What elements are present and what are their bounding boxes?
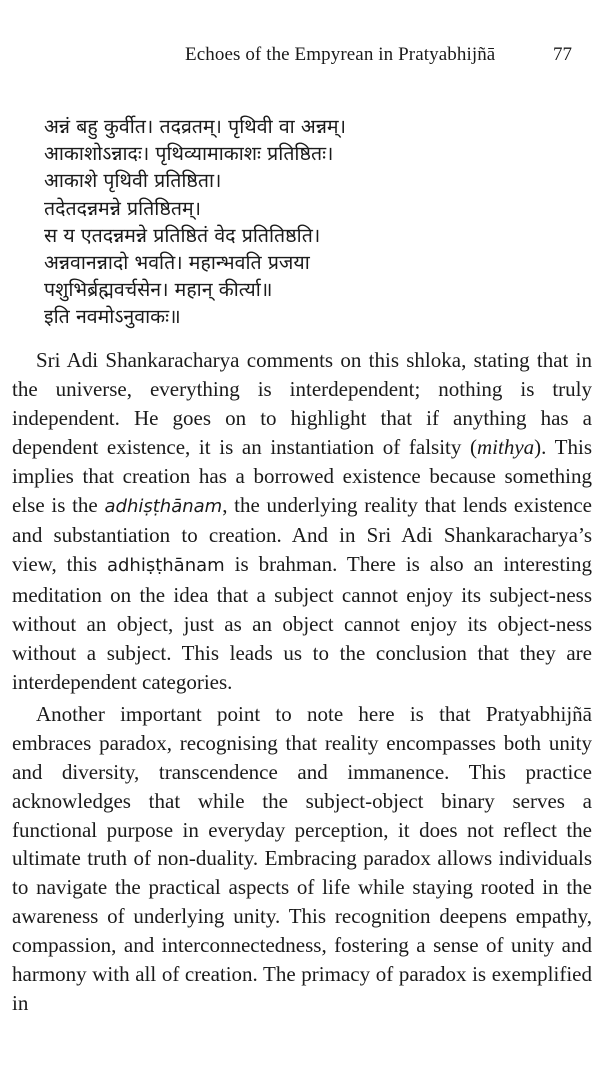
body-text (12, 346, 592, 1018)
paragraph-text: Sri Adi Shankaracharya comments on this shloka, stating that in the universe, everything is interdependent; nothing is truly independent. He goes on to highlight that if anything has a dependent existence, it is an instantiation of falsity ( (12, 348, 592, 459)
page-number: 77 (553, 44, 572, 65)
verse-line: स य एतदन्नमन्ने प्रतिष्ठितं वेद प्रतितिष्ठति। (44, 223, 321, 247)
verse-line: तदेतदन्नमन्ने प्रतिष्ठितम्। (44, 196, 201, 220)
term-adhisthanam: adhiṣṭhānam (104, 495, 223, 517)
paragraph-text: ). This implies that creation has a borrowed existence because something else is the (12, 434, 593, 517)
verse-line: अन्नं बहु कुर्वीत। तदव्रतम्। पृथिवी वा अन्नम्। (44, 115, 346, 138)
paragraph-text: , the underlying reality that lends existence and substantiation to creation. And in Sri Adi Shankaracharya’s view, this (12, 492, 593, 577)
verse-line: आकाशोऽन्नादः। पृथिव्यामाकाशः प्रतिष्ठितः। (44, 142, 334, 166)
verse-line: इति नवमोऽनुवाकः॥ (44, 305, 181, 329)
term-mithya: mithya (477, 434, 535, 459)
running-title: Echoes of the Empyrean in Pratyabhijñā (185, 44, 496, 65)
paragraph-text: is brahman. There is also an interesting meditation on the idea that a subject cannot enjoy its subject-ness without an object, just as an object cannot enjoy its object-ness without a subject. This leads us to the conclusion that they are interdependent categories. (12, 552, 592, 694)
verse-line: पशुभिर्ब्रह्मवर्चसेन। महान् कीर्त्या॥ (44, 278, 273, 302)
sanskrit-verse (44, 113, 564, 331)
verse-line: आकाशे पृथिवी प्रतिष्ठिता। (44, 169, 222, 193)
term-adhisthanam: adhiṣṭhānam (106, 555, 225, 577)
paragraph-commentary (12, 346, 592, 697)
paragraph-paradox: Another important point to note here is that Pratyabhijñā embraces paradox, recognising that reality encompasses both unity and diversity, transcendence and immanence. This practice acknowledges that while the subject-object binary serves a functional purpose in everyday perception, it does not reflect the ultimate truth of non-duality. Embracing paradox allows individuals to navigate the practical aspects of life while staying rooted in the awareness of underlying unity. This recognition deepens empathy, compassion, and interconnectedness, fostering a sense of unity and harmony with all of creation. The primacy of paradox is exemplified in (12, 701, 592, 1015)
verse-line: अन्नवानन्नादो भवति। महान्भवति प्रजया (44, 251, 310, 275)
